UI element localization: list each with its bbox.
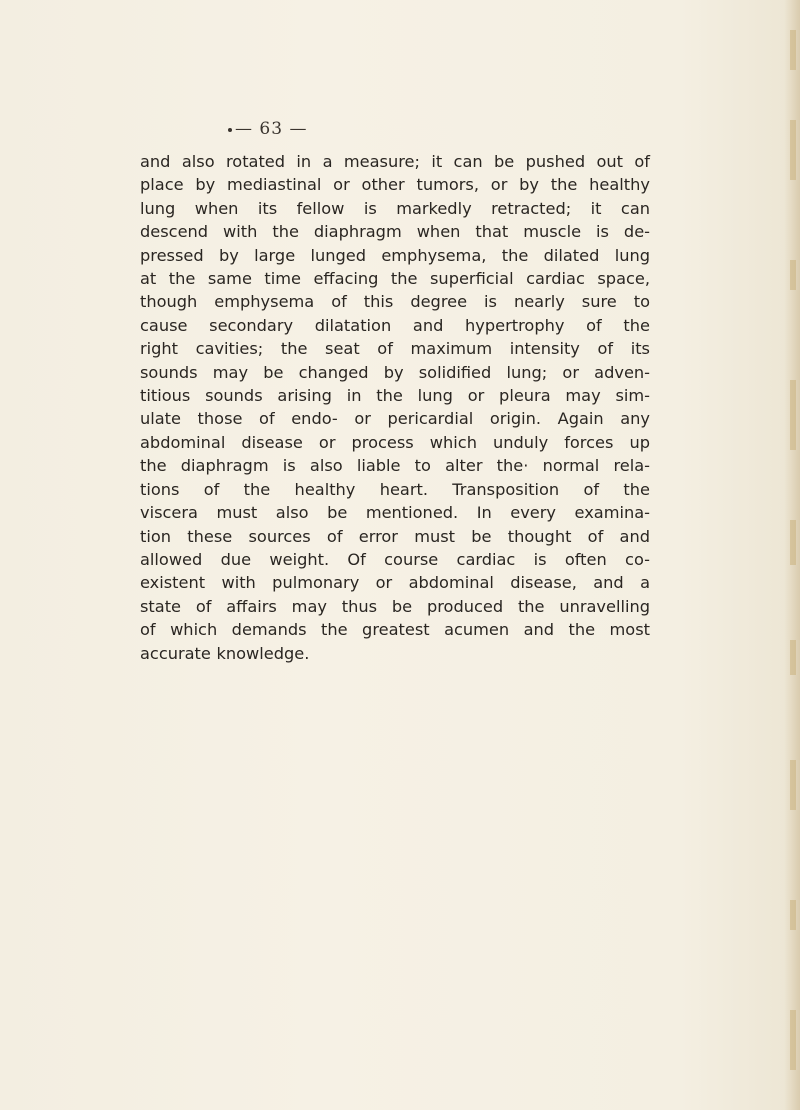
text-line: at the same time effacing the superficial cardiac space, xyxy=(140,269,650,289)
ink-dot xyxy=(228,128,232,132)
text-line: abdominal disease or process which unduly forces up xyxy=(140,432,650,452)
edge-stain xyxy=(790,1010,796,1070)
edge-stain xyxy=(790,640,796,675)
text-line: titious sounds arising in the lung or pleura may sim- xyxy=(140,386,650,406)
text-line: sounds may be changed by solidified lung; or adven- xyxy=(140,362,650,382)
text-line: tion these sources of error must be thought of and xyxy=(140,526,650,546)
page-edge xyxy=(784,0,800,1110)
text-line: tions of the healthy heart. Transposition of the xyxy=(140,479,650,499)
text-line: cause secondary dilatation and hypertrophy of the xyxy=(140,315,650,335)
edge-stain xyxy=(790,120,796,180)
edge-stain xyxy=(790,380,796,450)
text-line: though emphysema of this degree is nearly sure to xyxy=(140,292,650,312)
text-line: allowed due weight. Of course cardiac is often co- xyxy=(140,549,650,569)
text-line: state of affairs may thus be produced the unravelling xyxy=(140,596,650,616)
text-line: of which demands the greatest acumen and the most xyxy=(140,620,650,640)
text-line: existent with pulmonary or abdominal disease, and a xyxy=(140,573,650,593)
text-line: and also rotated in a measure; it can be pushed out of xyxy=(140,152,650,171)
text-line: the diaphragm is also liable to alter the· normal rela- xyxy=(140,456,650,476)
page-number xyxy=(228,119,348,139)
text-line: right cavities; the seat of maximum intensity of its xyxy=(140,339,650,359)
text-line: descend with the diaphragm when that muscle is de- xyxy=(140,222,650,242)
text-line: ulate those of endo- or pericardial origin. Again any xyxy=(140,409,650,429)
edge-stain xyxy=(790,260,796,290)
body-paragraph xyxy=(140,150,650,665)
text-line: pressed by large lunged emphysema, the dilated lung xyxy=(140,245,650,265)
text-line: place by mediastinal or other tumors, or by the healthy xyxy=(140,175,650,195)
text-line: accurate knowledge. xyxy=(140,643,310,663)
page-number-text: — 63 — xyxy=(235,119,308,139)
edge-stain xyxy=(790,30,796,70)
text-line: viscera must also be mentioned. In every examina- xyxy=(140,503,650,523)
edge-stain xyxy=(790,520,796,565)
edge-stain xyxy=(790,900,796,930)
edge-stain xyxy=(790,760,796,810)
text-line: lung when its fellow is markedly retracted; it can xyxy=(140,198,650,218)
